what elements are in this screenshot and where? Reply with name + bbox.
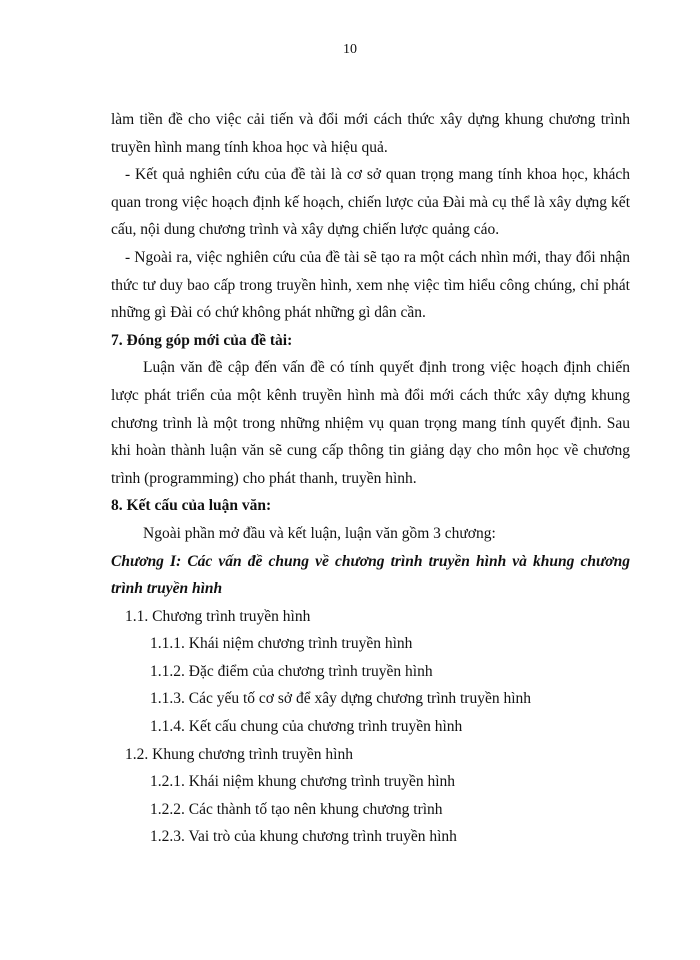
toc-section-1-1: 1.1. Chương trình truyền hình — [125, 607, 311, 625]
toc-item-1-2-3: 1.2.3. Vai trò của khung chương trình truyền hình — [150, 828, 457, 846]
toc-section-1-2: 1.2. Khung chương trình truyền hình — [125, 745, 353, 763]
paragraph-new-perspective: - Ngoài ra, việc nghiên cứu của đề tài sẽ tạo ra một cách nhìn mới, thay đổi nhận thức tư duy bao cấp trong truyền hình, xem nhẹ việc tìm hiểu công chúng, chỉ phát những gì Đài có chứ không phát những gì dân cần. — [111, 248, 630, 322]
chapter-1-title: Chương I: Các vấn đề chung về chương trình truyền hình và khung chương trình truyền hình — [111, 552, 630, 598]
paragraph-continuation: làm tiền đề cho việc cải tiến và đổi mới cách thức xây dựng khung chương trình truyền hình mang tính khoa học và hiệu quả. — [111, 111, 630, 156]
section-8-text: Ngoài phần mở đầu và kết luận, luận văn gồm 3 chương: — [143, 524, 496, 542]
toc-item-1-2-2: 1.2.2. Các thành tố tạo nên khung chương trình — [150, 800, 443, 818]
section-8-heading: 8. Kết cấu của luận văn: — [111, 497, 272, 515]
toc-item-1-1-2: 1.1.2. Đặc điểm của chương trình truyền hình — [150, 662, 433, 680]
toc-item-1-1-4: 1.1.4. Kết cấu chung của chương trình truyền hình — [150, 718, 463, 736]
toc-item-1-2-1: 1.2.1. Khái niệm khung chương trình truyền hình — [150, 773, 456, 791]
page-number: 10 — [343, 42, 357, 57]
document-body — [111, 106, 630, 851]
toc-item-1-1-1: 1.1.1. Khái niệm chương trình truyền hình — [150, 635, 413, 653]
section-7-text: Luận văn đề cập đến vấn đề có tính quyết định trong việc hoạch định chiến lược phát triển của một kênh truyền hình mà đổi mới cách thức xây dựng khung chương trình là một trong những nhiệm vụ quan trọng mang tính quyết định. Sau khi hoàn thành luận văn sẽ cung cấp thông tin giảng dạy cho môn học về chương trình (programming) cho phát thanh, truyền hình. — [111, 359, 630, 487]
section-7-heading: 7. Đóng góp mới của đề tài: — [111, 331, 293, 349]
paragraph-research-results: - Kết quả nghiên cứu của đề tài là cơ sở quan trọng mang tính khoa học, khách quan trong việc hoạch định kế hoạch, chiến lược của Đài mà cụ thể là xây dựng kết cấu, nội dung chương trình và xây dựng chiến lược quảng cáo. — [111, 166, 630, 239]
toc-item-1-1-3: 1.1.3. Các yếu tố cơ sở để xây dựng chương trình truyền hình — [150, 690, 532, 708]
